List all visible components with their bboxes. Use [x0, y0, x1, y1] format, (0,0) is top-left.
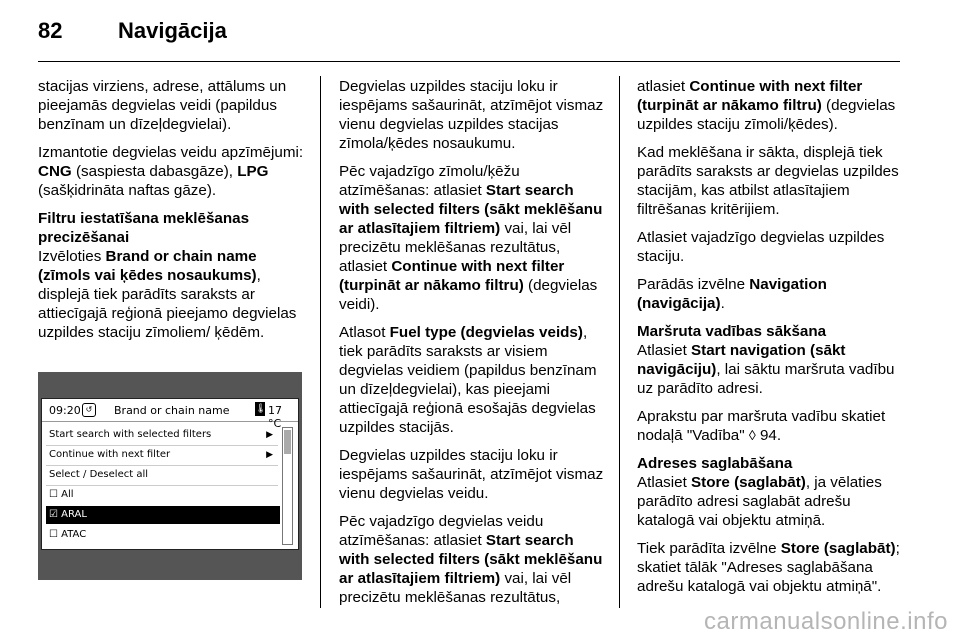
- menu-item-start-search[interactable]: Start search with selected filters ▶: [49, 426, 279, 444]
- paragraph: Atlasiet vajadzīgo degvielas uzpildes staciju.: [637, 229, 885, 265]
- page-title: Navigācija: [118, 18, 227, 43]
- paragraph: Atlasiet Store (saglabāt), ja vēlaties parādīto adresi saglabāt adrešu katalogā vai objektu atmiņā.: [637, 474, 882, 529]
- paragraph: Izvēloties Brand or chain name (zīmols vai ķēdes nosaukums), displejā tiek parādīts saraksts ar attiecīgajā reģionā pieejamo degvielas uzpildes staciju zīmoliem/ ķēdēm.: [38, 248, 297, 341]
- paragraph: Degvielas uzpildes staciju loku ir iespējams sašaurināt, atzīmējot vismaz vienu degvielas veidu.: [339, 447, 604, 502]
- menu-item-all[interactable]: ☐ All: [49, 489, 74, 500]
- clock: 09:20: [49, 404, 81, 417]
- paragraph: Aprakstu par maršruta vadību skatiet nodaļā "Vadība" ◊ 94.: [637, 408, 886, 444]
- column-3: [637, 77, 907, 605]
- paragraph: Atlasot Fuel type (degvielas veids), tiek parādīts saraksts ar visiem degvielas veidiem (papildus benzīnam un dīzeļdegvielai), kas pieejami attiecīgajā reģionā esošajās degvielas uzpildes stacijās.: [339, 324, 597, 436]
- page-reference-icon: ◊: [748, 427, 756, 443]
- thermometer-icon: 🌡: [255, 404, 267, 414]
- paragraph: Parādās izvēlne Navigation (navigācija).: [637, 276, 827, 312]
- paragraph: Degvielas uzpildes staciju loku ir iespējams sašaurināt, atzīmējot vismaz vienu degvielas uzpildes stacijas zīmola/ķēdes nosaukumu.: [339, 78, 604, 152]
- column-divider-2: [619, 76, 620, 608]
- temperature: 17 °C: [268, 404, 282, 430]
- page-number: 82: [38, 18, 63, 43]
- screen-title: Brand or chain name: [114, 404, 230, 417]
- watermark: carmanualsonline.info: [704, 608, 948, 635]
- paragraph: stacijas virziens, adrese, attālums un pieejamās degvielas veidi (papildus benzīnam un dīzeļdegvielai).: [38, 78, 287, 133]
- paragraph: Pēc vajadzīgo zīmolu/ķēžu atzīmēšanas: atlasiet Start search with selected filters (sākt meklēšanu ar atlasītajiem filtriem) vai, lai vēl precizētu meklēšanas rezultātus, atlasiet Continue with next filter (turpināt ar nākamo filtru) (degvielas veidi).: [339, 163, 603, 313]
- paragraph: Atlasiet Start navigation (sākt navigāciju), lai sāktu maršruta vadību uz parādīto adresi.: [637, 342, 895, 397]
- section-heading: Maršruta vadības sākšana: [637, 323, 827, 340]
- screen-header: [42, 399, 298, 430]
- arrow-right-icon: ▶: [266, 450, 273, 460]
- section-heading: Adreses saglabāšana: [637, 455, 793, 472]
- back-icon[interactable]: ↺: [82, 403, 96, 417]
- header-rule: [38, 61, 900, 62]
- paragraph: Kad meklēšana ir sākta, displejā tiek parādīts saraksts ar degvielas uzpildes stacijām, kas atbilst atlasītajiem filtrēšanas kritērijiem.: [637, 144, 899, 218]
- paragraph: Tiek parādīta izvēlne Store (saglabāt); skatiet tālāk "Adreses saglabāšana adrešu katalogā vai objektu atmiņā".: [637, 540, 900, 595]
- paragraph: atlasiet Continue with next filter (turpināt ar nākamo filtru) (degvielas uzpildes staciju zīmoli/ķēdes).: [637, 78, 896, 133]
- arrow-right-icon: ▶: [266, 430, 273, 440]
- menu-item-continue-filter[interactable]: Continue with next filter ▶: [49, 446, 279, 464]
- column-1: [38, 77, 306, 351]
- menu-item-atac[interactable]: ☐ ATAC: [49, 529, 87, 540]
- section-heading: Filtru iestatīšana meklēšanas precizēšanai: [38, 210, 250, 246]
- paragraph: Izmantotie degvielas veidu apzīmējumi: CNG (saspiesta dabasgāze), LPG (sašķidrināta naftas gāze).: [38, 144, 304, 199]
- column-divider-1: [320, 76, 321, 608]
- menu-item-aral[interactable]: ☑ ARAL: [46, 506, 280, 524]
- display-screen: [41, 398, 299, 550]
- menu-item-select-all[interactable]: Select / Deselect all: [49, 469, 149, 480]
- paragraph: Pēc vajadzīgo degvielas veidu atzīmēšanas: atlasiet Start search with selected filters (sākt meklēšanu ar atlasītajiem filtriem) vai, lai vēl precizētu meklēšanas rezultātus,: [339, 513, 603, 606]
- scrollbar[interactable]: [282, 427, 293, 545]
- scroll-thumb[interactable]: [284, 430, 291, 454]
- column-2: [339, 77, 605, 616]
